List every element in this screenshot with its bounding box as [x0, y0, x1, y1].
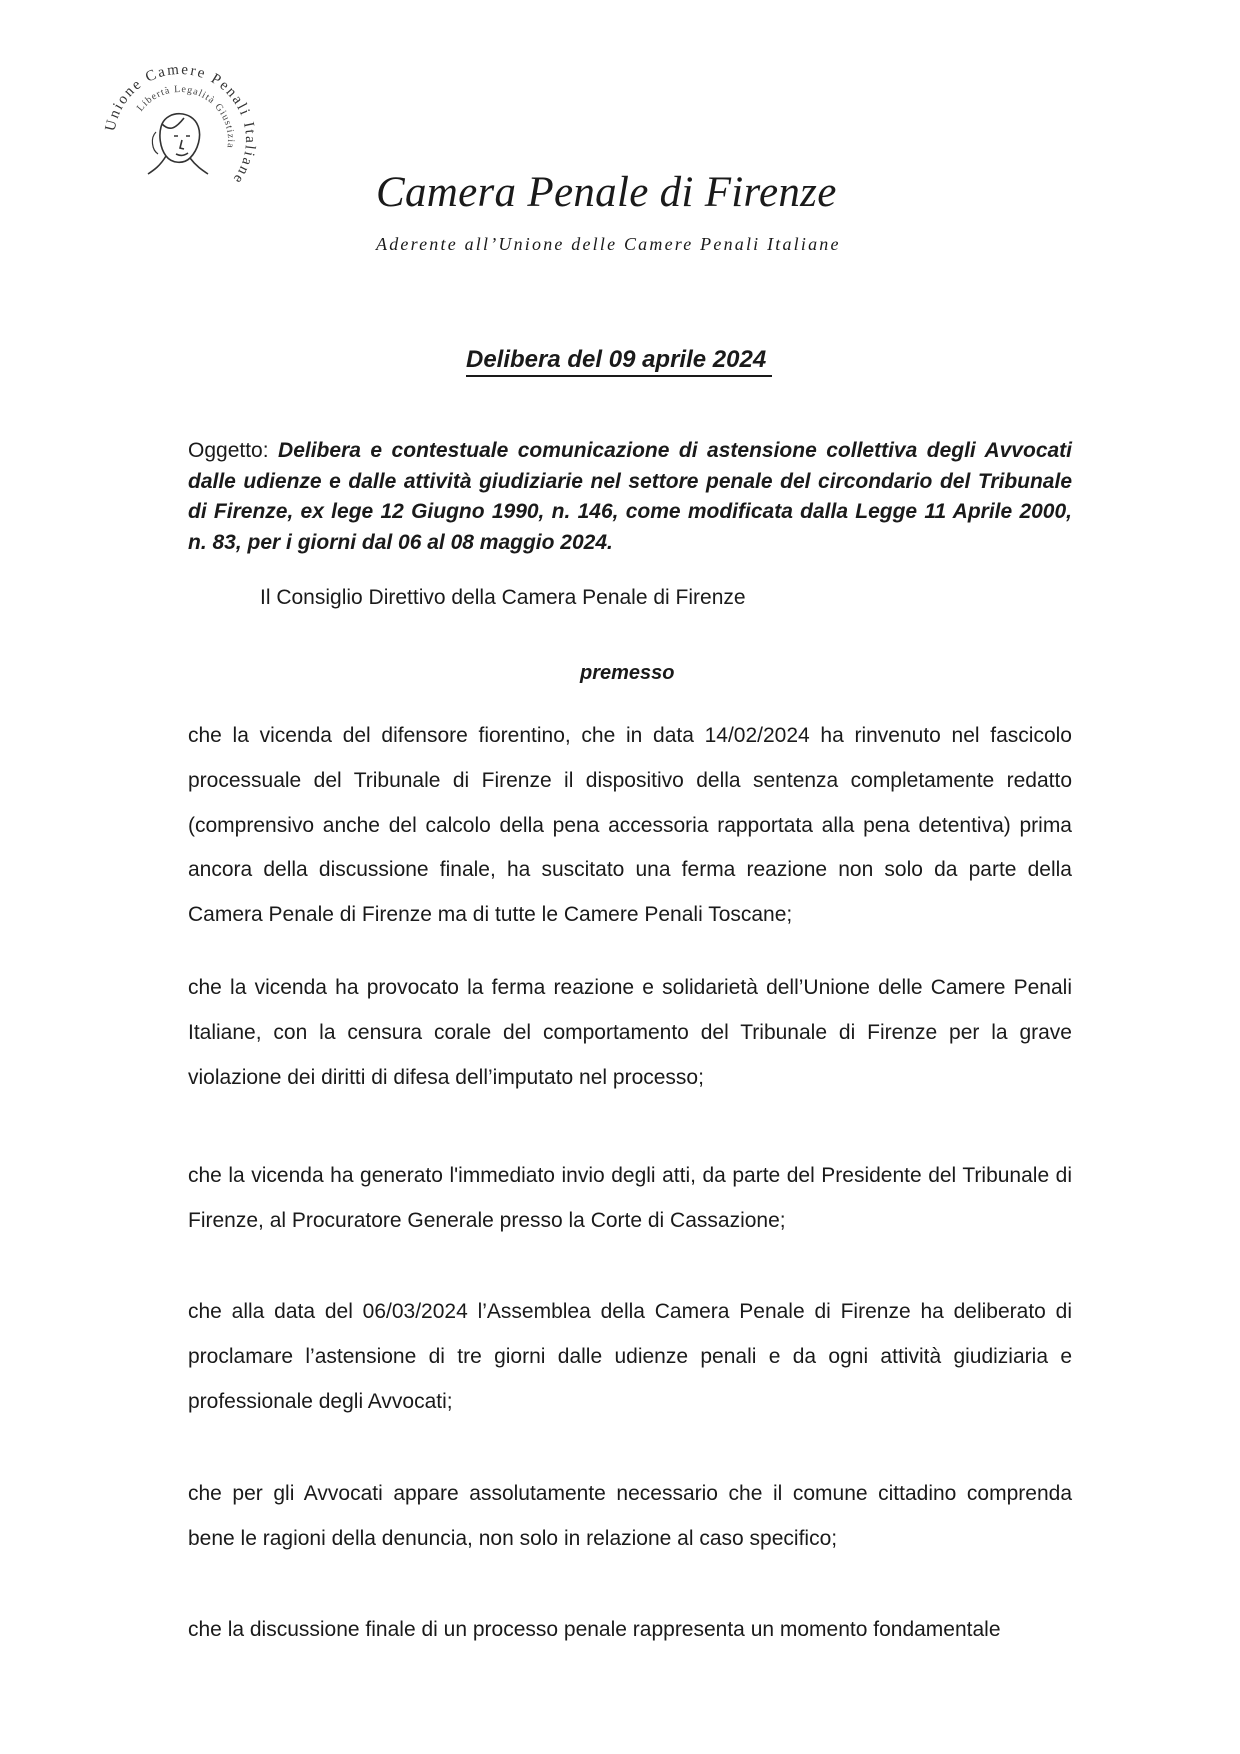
premise-paragraph: che la vicenda ha provocato la ferma reazione e solidarietà dell’Unione delle Camere Penali Italiane, con la censura corale del comportamento del Tribunale di Firenze per la grave violazione dei diritti di difesa dell’imputato nel processo; — [188, 976, 1072, 1089]
premise-paragraph: che la vicenda ha generato l'immediato invio degli atti, da parte del Presidente del Tribunale di Firenze, al Procuratore Generale presso la Corte di Cassazione; — [188, 1164, 1072, 1232]
organization-name: Camera Penale di Firenze — [376, 169, 837, 216]
premise-paragraph: che per gli Avvocati appare assolutamente necessario che il comune cittadino comprenda bene le ragioni della denuncia, non solo in relazione al caso specifico; — [188, 1482, 1072, 1550]
council-intro: Il Consiglio Direttivo della Camera Penale di Firenze — [260, 586, 746, 609]
organization-tagline: Aderente all’Unione delle Camere Penali Italiane — [376, 234, 841, 254]
svg-text:Libertà Legalità Giustizia: Libertà Legalità Giustizia — [134, 83, 237, 150]
svg-text:Unione Camere Penali Italiane: Unione Camere Penali Italiane — [102, 61, 259, 188]
unione-camere-penali-seal-logo — [100, 60, 260, 220]
premise-paragraph: che alla data del 06/03/2024 l’Assemblea della Camera Penale di Firenze ha deliberato di proclamare l’astensione di tre giorni dalle udienze penali e da ogni attività giudiziaria e professionale degli Avvocati; — [188, 1300, 1072, 1413]
subject-label: Oggetto: — [188, 439, 279, 462]
premise-paragraph: che la discussione finale di un processo penale rappresenta un momento fondamentale — [188, 1618, 1001, 1641]
document-title: Delibera del 09 aprile 2024 — [466, 345, 772, 377]
premesso-heading: premesso — [580, 662, 675, 684]
subject-block — [188, 436, 1072, 558]
subject-text: Delibera e contestuale comunicazione di astensione collettiva degli Avvocati dalle udienze e dalle attività giudiziarie nel settore penale del circondario del Tribunale di Firenze, ex lege 12 Giugno 1990, n. 146, come modificata dalla Legge 11 Aprile 2000, n. 83, per i giorni dal 06 al 08 maggio 2024. — [188, 439, 1073, 554]
premise-paragraph: che la vicenda del difensore fiorentino, che in data 14/02/2024 ha rinvenuto nel fascicolo processuale del Tribunale di Firenze il dispositivo della sentenza completamente redatto (comprensivo anche del calcolo della pena accessoria rapportata alla pena detentiva) prima ancora della discussione finale, ha suscitato una ferma reazione non solo da parte della Camera Penale di Firenze ma di tutte le Camere Penali Toscane; — [188, 724, 1072, 927]
